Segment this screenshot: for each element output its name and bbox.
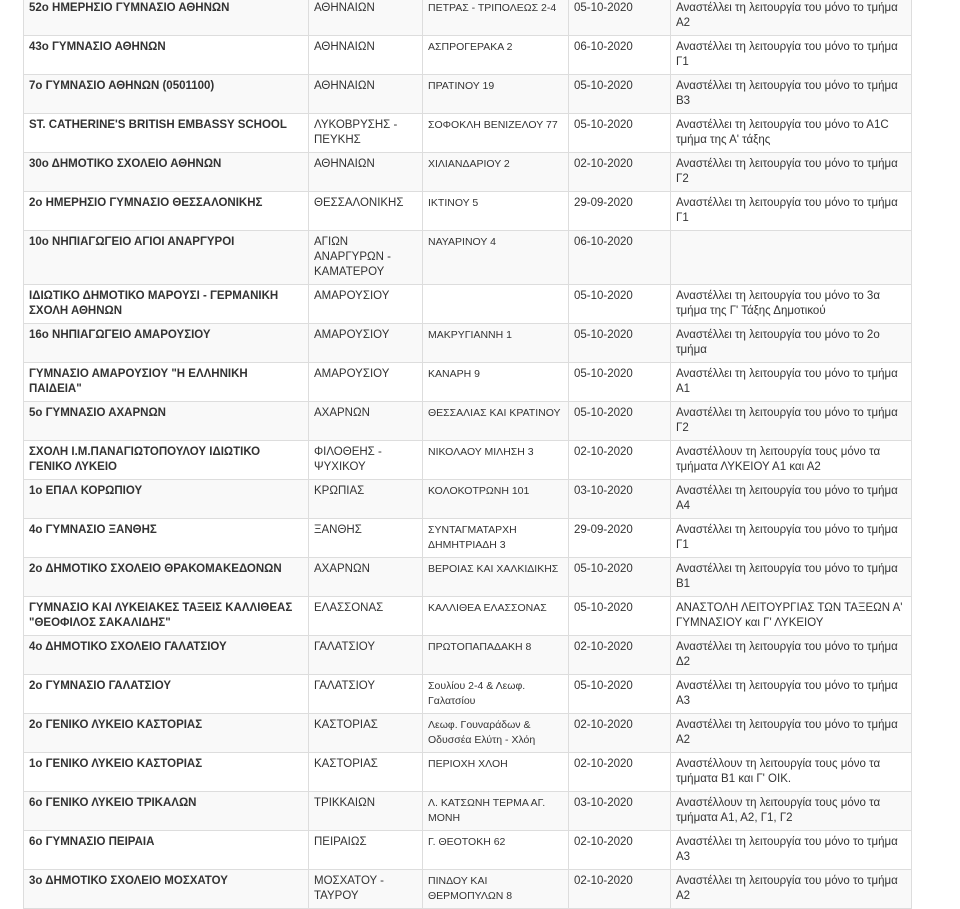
note-cell	[671, 231, 912, 285]
note-cell: Αναστέλλουν τη λειτουργία τους μόνο τα τμήματα ΛΥΚΕΙΟΥ Α1 και Α2	[671, 441, 912, 480]
table-row	[24, 480, 912, 519]
note-cell: Αναστέλλει τη λειτουργία του μόνο το 3α τμήμα της Γ' Τάξης Δημοτικού	[671, 285, 912, 324]
note-cell: Αναστέλλει τη λειτουργία του μόνο το τμήμα Β3	[671, 75, 912, 114]
school-name-cell: 7ο ΓΥΜΝΑΣΙΟ ΑΘΗΝΩΝ (0501100)	[24, 75, 309, 114]
address-cell: ΚΑΛΛΙΘΕΑ ΕΛΑΣΣΟΝΑΣ	[423, 597, 569, 636]
address-cell: ΑΣΠΡΟΓΕΡΑΚΑ 2	[423, 36, 569, 75]
date-cell: 05-10-2020	[569, 402, 671, 441]
municipality-cell: ΑΘΗΝΑΙΩΝ	[309, 153, 423, 192]
table-body	[24, 0, 912, 909]
school-name-cell: ΣΧΟΛΗ Ι.Μ.ΠΑΝΑΓΙΩΤΟΠΟΥΛΟΥ ΙΔΙΩΤΙΚΟ ΓΕΝΙΚΟ ΛΥΚΕΙΟ	[24, 441, 309, 480]
address-cell: Σουλίου 2-4 & Λεωφ. Γαλατσίου	[423, 675, 569, 714]
address-cell	[423, 285, 569, 324]
note-cell: Αναστέλλει τη λειτουργία του μόνο το τμήμα Α3	[671, 831, 912, 870]
address-cell: ΘΕΣΣΑΛΙΑΣ ΚΑΙ ΚΡΑΤΙΝΟΥ	[423, 402, 569, 441]
table-row	[24, 192, 912, 231]
municipality-cell: ΤΡΙΚΚΑΙΩΝ	[309, 792, 423, 831]
municipality-cell: ΓΑΛΑΤΣΙΟΥ	[309, 636, 423, 675]
date-cell: 06-10-2020	[569, 36, 671, 75]
date-cell: 02-10-2020	[569, 870, 671, 909]
address-cell: ΒΕΡΟΙΑΣ ΚΑΙ ΧΑΛΚΙΔΙΚΗΣ	[423, 558, 569, 597]
table-row	[24, 831, 912, 870]
address-cell: Λ. ΚΑΤΣΩΝΗ ΤΕΡΜΑ ΑΓ. ΜΟΝΗ	[423, 792, 569, 831]
note-cell: Αναστέλλει τη λειτουργία του μόνο το τμήμα Α1	[671, 363, 912, 402]
address-cell: ΣΥΝΤΑΓΜΑΤΑΡΧΗ ΔΗΜΗΤΡΙΑΔΗ 3	[423, 519, 569, 558]
municipality-cell: ΑΧΑΡΝΩΝ	[309, 402, 423, 441]
municipality-cell: ΚΑΣΤΟΡΙΑΣ	[309, 753, 423, 792]
address-cell: ΠΕΡΙΟΧΗ ΧΛΟΗ	[423, 753, 569, 792]
school-name-cell: 2ο ΓΕΝΙΚΟ ΛΥΚΕΙΟ ΚΑΣΤΟΡΙΑΣ	[24, 714, 309, 753]
note-cell: Αναστέλλει τη λειτουργία του μόνο το τμήμα Γ1	[671, 192, 912, 231]
municipality-cell: ΑΧΑΡΝΩΝ	[309, 558, 423, 597]
date-cell: 02-10-2020	[569, 714, 671, 753]
table-row	[24, 441, 912, 480]
table-row	[24, 363, 912, 402]
table-row	[24, 114, 912, 153]
municipality-cell: ΜΟΣΧΑΤΟΥ - ΤΑΥΡΟΥ	[309, 870, 423, 909]
school-name-cell: ΓΥΜΝΑΣΙΟ ΑΜΑΡΟΥΣΙΟΥ "Η ΕΛΛΗΝΙΚΗ ΠΑΙΔΕΙΑ"	[24, 363, 309, 402]
address-cell: ΠΕΤΡΑΣ - ΤΡΙΠΟΛΕΩΣ 2-4	[423, 0, 569, 36]
date-cell: 05-10-2020	[569, 558, 671, 597]
note-cell: Αναστέλλει τη λειτουργία του μόνο το τμήμα Α2	[671, 0, 912, 36]
date-cell: 05-10-2020	[569, 324, 671, 363]
address-cell: Γ. ΘΕΟΤΟΚΗ 62	[423, 831, 569, 870]
table-row	[24, 519, 912, 558]
note-cell: Αναστέλλει τη λειτουργία του μόνο το τμήμα Α3	[671, 675, 912, 714]
address-cell: ΚΑΝΑΡΗ 9	[423, 363, 569, 402]
school-name-cell: 4ο ΔΗΜΟΤΙΚΟ ΣΧΟΛΕΙΟ ΓΑΛΑΤΣΙΟΥ	[24, 636, 309, 675]
date-cell: 02-10-2020	[569, 753, 671, 792]
note-cell: Αναστέλλει τη λειτουργία του μόνο το τμήμα Γ2	[671, 402, 912, 441]
date-cell: 03-10-2020	[569, 792, 671, 831]
date-cell: 05-10-2020	[569, 0, 671, 36]
municipality-cell: ΚΡΩΠΙΑΣ	[309, 480, 423, 519]
municipality-cell: ΑΜΑΡΟΥΣΙΟΥ	[309, 324, 423, 363]
note-cell: Αναστέλλει τη λειτουργία του μόνο το τμήμα Α4	[671, 480, 912, 519]
address-cell: ΝΑΥΑΡΙΝΟΥ 4	[423, 231, 569, 285]
date-cell: 05-10-2020	[569, 75, 671, 114]
school-name-cell: ΙΔΙΩΤΙΚΟ ΔΗΜΟΤΙΚΟ ΜΑΡΟΥΣΙ - ΓΕΡΜΑΝΙΚΗ ΣΧΟΛΗ ΑΘΗΝΩΝ	[24, 285, 309, 324]
table-row	[24, 597, 912, 636]
date-cell: 05-10-2020	[569, 363, 671, 402]
table-row	[24, 402, 912, 441]
note-cell: Αναστέλλουν τη λειτουργία τους μόνο τα τμήματα Α1, Α2, Γ1, Γ2	[671, 792, 912, 831]
table-row	[24, 792, 912, 831]
school-name-cell: 1ο ΕΠΑΛ ΚΟΡΩΠΙΟΥ	[24, 480, 309, 519]
school-name-cell: 2ο ΗΜΕΡΗΣΙΟ ΓΥΜΝΑΣΙΟ ΘΕΣΣΑΛΟΝΙΚΗΣ	[24, 192, 309, 231]
municipality-cell: ΛΥΚΟΒΡΥΣΗΣ - ΠΕΥΚΗΣ	[309, 114, 423, 153]
municipality-cell: ΑΜΑΡΟΥΣΙΟΥ	[309, 363, 423, 402]
address-cell: ΠΡΩΤΟΠΑΠΑΔΑΚΗ 8	[423, 636, 569, 675]
school-name-cell: ST. CATHERINE'S BRITISH EMBASSY SCHOOL	[24, 114, 309, 153]
date-cell: 03-10-2020	[569, 480, 671, 519]
date-cell: 02-10-2020	[569, 636, 671, 675]
date-cell: 06-10-2020	[569, 231, 671, 285]
table-row	[24, 36, 912, 75]
municipality-cell: ΦΙΛΟΘΕΗΣ - ΨΥΧΙΚΟΥ	[309, 441, 423, 480]
table-row	[24, 714, 912, 753]
municipality-cell: ΑΘΗΝΑΙΩΝ	[309, 75, 423, 114]
school-closures-table	[23, 0, 912, 909]
table-row	[24, 231, 912, 285]
note-cell: Αναστέλλουν τη λειτουργία τους μόνο τα τμήματα Β1 και Γ' ΟΙΚ.	[671, 753, 912, 792]
table-row	[24, 636, 912, 675]
note-cell: Αναστέλλει τη λειτουργία του μόνο το τμήμα Α2	[671, 870, 912, 909]
table-row	[24, 75, 912, 114]
table-row	[24, 285, 912, 324]
municipality-cell: ΓΑΛΑΤΣΙΟΥ	[309, 675, 423, 714]
school-name-cell: 52ο ΗΜΕΡΗΣΙΟ ΓΥΜΝΑΣΙΟ ΑΘΗΝΩΝ	[24, 0, 309, 36]
school-name-cell: 43ο ΓΥΜΝΑΣΙΟ ΑΘΗΝΩΝ	[24, 36, 309, 75]
school-name-cell: 3ο ΔΗΜΟΤΙΚΟ ΣΧΟΛΕΙΟ ΜΟΣΧΑΤΟΥ	[24, 870, 309, 909]
school-name-cell: ΓΥΜΝΑΣΙΟ ΚΑΙ ΛΥΚΕΙΑΚΕΣ ΤΑΞΕΙΣ ΚΑΛΛΙΘΕΑΣ "ΘΕΟΦΙΛΟΣ ΣΑΚΑΛΙΔΗΣ"	[24, 597, 309, 636]
address-cell: Λεωφ. Γουναράδων & Οδυσσέα Ελύτη - Χλόη	[423, 714, 569, 753]
municipality-cell: ΕΛΑΣΣΟΝΑΣ	[309, 597, 423, 636]
table-row	[24, 0, 912, 36]
address-cell: ΜΑΚΡΥΓΙΑΝΝΗ 1	[423, 324, 569, 363]
note-cell: Αναστέλλει τη λειτουργία του μόνο το Α1C τμήμα της Α' τάξης	[671, 114, 912, 153]
date-cell: 02-10-2020	[569, 831, 671, 870]
school-name-cell: 2ο ΔΗΜΟΤΙΚΟ ΣΧΟΛΕΙΟ ΘΡΑΚΟΜΑΚΕΔΟΝΩΝ	[24, 558, 309, 597]
address-cell: ΧΙΛΙΑΝΔΑΡΙΟΥ 2	[423, 153, 569, 192]
closures-table-wrapper	[23, 0, 912, 909]
school-name-cell: 6ο ΓΥΜΝΑΣΙΟ ΠΕΙΡΑΙΑ	[24, 831, 309, 870]
address-cell: ΠΡΑΤΙΝΟΥ 19	[423, 75, 569, 114]
school-name-cell: 2ο ΓΥΜΝΑΣΙΟ ΓΑΛΑΤΣΙΟΥ	[24, 675, 309, 714]
municipality-cell: ΠΕΙΡΑΙΩΣ	[309, 831, 423, 870]
address-cell: ΝΙΚΟΛΑΟΥ ΜΙΛΗΣΗ 3	[423, 441, 569, 480]
date-cell: 02-10-2020	[569, 441, 671, 480]
table-row	[24, 870, 912, 909]
school-name-cell: 30ο ΔΗΜΟΤΙΚΟ ΣΧΟΛΕΙΟ ΑΘΗΝΩΝ	[24, 153, 309, 192]
note-cell: Αναστέλλει τη λειτουργία του μόνο το τμήμα Δ2	[671, 636, 912, 675]
date-cell: 05-10-2020	[569, 675, 671, 714]
note-cell: ΑΝΑΣΤΟΛΗ ΛΕΙΤΟΥΡΓΙΑΣ ΤΩΝ ΤΑΞΕΩΝ Α' ΓΥΜΝΑΣΙΟΥ και Γ' ΛΥΚΕΙΟΥ	[671, 597, 912, 636]
note-cell: Αναστέλλει τη λειτουργία του μόνο το τμήμα Γ1	[671, 519, 912, 558]
municipality-cell: ΑΘΗΝΑΙΩΝ	[309, 36, 423, 75]
municipality-cell: ΑΓΙΩΝ ΑΝΑΡΓΥΡΩΝ - ΚΑΜΑΤΕΡΟΥ	[309, 231, 423, 285]
note-cell: Αναστέλλει τη λειτουργία του μόνο το τμήμα Α2	[671, 714, 912, 753]
school-name-cell: 5ο ΓΥΜΝΑΣΙΟ ΑΧΑΡΝΩΝ	[24, 402, 309, 441]
school-name-cell: 6ο ΓΕΝΙΚΟ ΛΥΚΕΙΟ ΤΡΙΚΑΛΩΝ	[24, 792, 309, 831]
school-name-cell: 16ο ΝΗΠΙΑΓΩΓΕΙΟ ΑΜΑΡΟΥΣΙΟΥ	[24, 324, 309, 363]
note-cell: Αναστέλλει τη λειτουργία του μόνο το τμήμα Β1	[671, 558, 912, 597]
table-row	[24, 324, 912, 363]
note-cell: Αναστέλλει τη λειτουργία του μόνο το 2ο τμήμα	[671, 324, 912, 363]
table-row	[24, 153, 912, 192]
municipality-cell: ΘΕΣΣΑΛΟΝΙΚΗΣ	[309, 192, 423, 231]
table-row	[24, 753, 912, 792]
municipality-cell: ΞΑΝΘΗΣ	[309, 519, 423, 558]
date-cell: 05-10-2020	[569, 597, 671, 636]
municipality-cell: ΚΑΣΤΟΡΙΑΣ	[309, 714, 423, 753]
address-cell: ΣΟΦΟΚΛΗ ΒΕΝΙΖΕΛΟΥ 77	[423, 114, 569, 153]
note-cell: Αναστέλλει τη λειτουργία του μόνο το τμήμα Γ1	[671, 36, 912, 75]
school-name-cell: 4ο ΓΥΜΝΑΣΙΟ ΞΑΝΘΗΣ	[24, 519, 309, 558]
note-cell: Αναστέλλει τη λειτουργία του μόνο το τμήμα Γ2	[671, 153, 912, 192]
table-row	[24, 558, 912, 597]
municipality-cell: ΑΘΗΝΑΙΩΝ	[309, 0, 423, 36]
address-cell: ΚΟΛΟΚΟΤΡΩΝΗ 101	[423, 480, 569, 519]
address-cell: ΙΚΤΙΝΟΥ 5	[423, 192, 569, 231]
table-row	[24, 675, 912, 714]
date-cell: 02-10-2020	[569, 153, 671, 192]
municipality-cell: ΑΜΑΡΟΥΣΙΟΥ	[309, 285, 423, 324]
school-name-cell: 1ο ΓΕΝΙΚΟ ΛΥΚΕΙΟ ΚΑΣΤΟΡΙΑΣ	[24, 753, 309, 792]
address-cell: ΠΙΝΔΟΥ ΚΑΙ ΘΕΡΜΟΠΥΛΩΝ 8	[423, 870, 569, 909]
date-cell: 29-09-2020	[569, 192, 671, 231]
date-cell: 05-10-2020	[569, 285, 671, 324]
school-name-cell: 10ο ΝΗΠΙΑΓΩΓΕΙΟ ΑΓΙΟΙ ΑΝΑΡΓΥΡΟΙ	[24, 231, 309, 285]
date-cell: 29-09-2020	[569, 519, 671, 558]
date-cell: 05-10-2020	[569, 114, 671, 153]
